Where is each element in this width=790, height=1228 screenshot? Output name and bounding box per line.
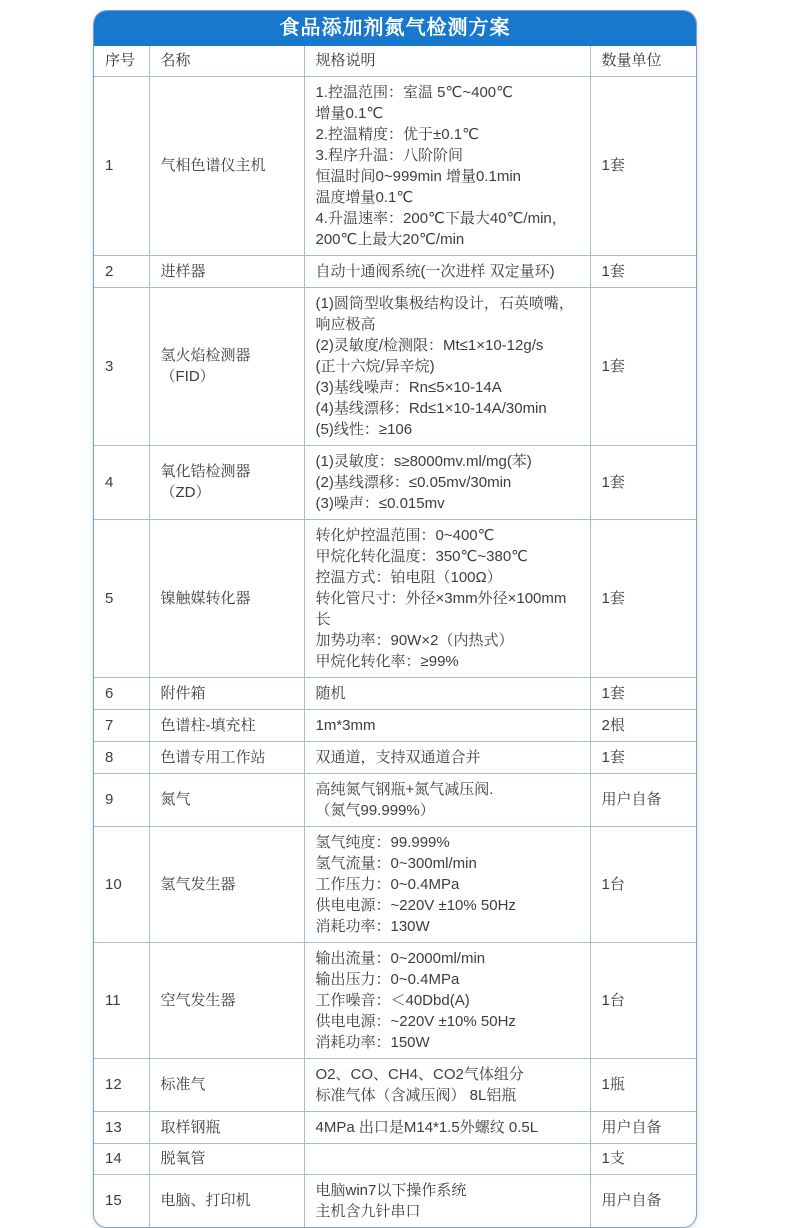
spec-line: 主机含九针串口 <box>315 1202 421 1220</box>
table-row <box>94 709 696 741</box>
spec-line: (4)基线漂移：Rd≤1×10-14A/30min <box>315 399 547 417</box>
item-name: 取样钢瓶 <box>149 1111 304 1143</box>
spec-line: 3.程序升温：八阶阶间 <box>315 146 464 164</box>
spec-line: 响应极高 <box>315 315 376 333</box>
row-number: 3 <box>94 287 149 445</box>
spec-line: 标准气体（含减压阀） 8L铝瓶 <box>315 1086 517 1104</box>
item-quantity: 1套 <box>590 76 696 255</box>
table-row <box>94 445 696 519</box>
spec-line: (3)噪声：≤0.015mv <box>315 494 445 512</box>
item-spec <box>304 255 590 287</box>
item-quantity: 1台 <box>590 942 696 1058</box>
item-spec <box>304 1143 590 1174</box>
item-name: 色谱专用工作站 <box>149 741 304 773</box>
spec-line: 转化炉控温范围：0~400℃ <box>315 526 495 544</box>
item-spec <box>304 519 590 677</box>
row-number: 15 <box>94 1174 149 1227</box>
spec-line: 4MPa 出口是M14*1.5外螺纹 0.5L <box>315 1118 539 1136</box>
spec-line: 氢气流量：0~300ml/min <box>315 854 477 872</box>
table-row <box>94 741 696 773</box>
spec-line: (1)圆筒型收集极结构设计，石英喷嘴， <box>315 294 574 312</box>
item-spec <box>304 773 590 826</box>
spec-line: (正十六烷/异辛烷) <box>315 357 435 375</box>
spec-line: (5)线性：≥106 <box>315 420 413 438</box>
item-name: 氢气发生器 <box>149 826 304 942</box>
row-number: 12 <box>94 1058 149 1111</box>
spec-line: 随机 <box>315 684 346 702</box>
spec-line: 消耗功率：130W <box>315 917 430 935</box>
spec-line: (2)基线漂移：≤0.05mv/30min <box>315 473 512 491</box>
header-spec: 规格说明 <box>304 46 590 76</box>
spec-line: 工作噪音：＜40Dbd(A) <box>315 991 470 1009</box>
item-name: 氧化锆检测器（ZD） <box>149 445 304 519</box>
spec-line: 增量0.1℃ <box>315 104 384 122</box>
item-name: 镍触媒转化器 <box>149 519 304 677</box>
table-row <box>94 826 696 942</box>
item-quantity: 1套 <box>590 445 696 519</box>
item-name: 空气发生器 <box>149 942 304 1058</box>
item-name: 附件箱 <box>149 677 304 709</box>
spec-table-body <box>94 76 696 1227</box>
spec-card <box>93 10 697 1228</box>
table-row <box>94 773 696 826</box>
table-row <box>94 76 696 255</box>
item-quantity: 1套 <box>590 287 696 445</box>
spec-line: 氢气纯度：99.999% <box>315 833 450 851</box>
spec-line: 甲烷化转化率：≥99% <box>315 652 459 670</box>
item-quantity: 用户自备 <box>590 1174 696 1227</box>
spec-line: (2)灵敏度/检测限：Mt≤1×10-12g/s <box>315 336 544 354</box>
table-header-row <box>94 46 696 76</box>
spec-line: 1m*3mm <box>315 716 376 734</box>
spec-table <box>94 46 696 1227</box>
item-quantity: 1台 <box>590 826 696 942</box>
header-name: 名称 <box>149 46 304 76</box>
header-index: 序号 <box>94 46 149 76</box>
spec-line: (3)基线噪声：Rn≤5×10-14A <box>315 378 502 396</box>
row-number: 2 <box>94 255 149 287</box>
spec-line: 200℃上最大20℃/min <box>315 230 465 248</box>
header-quantity: 数量单位 <box>590 46 696 76</box>
row-number: 9 <box>94 773 149 826</box>
page-title: 食品添加剂氮气检测方案 <box>94 11 696 46</box>
spec-line: 加势功率：90W×2（内热式） <box>315 631 514 649</box>
table-row <box>94 255 696 287</box>
item-name: 进样器 <box>149 255 304 287</box>
spec-line: 温度增量0.1℃ <box>315 188 414 206</box>
spec-line: 恒温时间0~999min 增量0.1min <box>315 167 521 185</box>
item-spec <box>304 942 590 1058</box>
row-number: 14 <box>94 1143 149 1174</box>
spec-line: (1)灵敏度：s≥8000mv.ml/mg(苯) <box>315 452 532 470</box>
spec-line: 1.控温范围：室温 5℃~400℃ <box>315 83 513 101</box>
row-number: 5 <box>94 519 149 677</box>
row-number: 13 <box>94 1111 149 1143</box>
item-spec <box>304 826 590 942</box>
item-name: 氮气 <box>149 773 304 826</box>
spec-line: 供电电源：~220V ±10% 50Hz <box>315 896 516 914</box>
item-name: 色谱柱-填充柱 <box>149 709 304 741</box>
table-row <box>94 1111 696 1143</box>
item-name: 氢火焰检测器（FID） <box>149 287 304 445</box>
table-row <box>94 1174 696 1227</box>
item-quantity: 用户自备 <box>590 773 696 826</box>
item-quantity: 2根 <box>590 709 696 741</box>
spec-line: （氮气99.999%） <box>315 801 435 819</box>
item-name: 脱氧管 <box>149 1143 304 1174</box>
spec-line: 电脑win7以下操作系统 <box>315 1181 467 1199</box>
item-name: 电脑、打印机 <box>149 1174 304 1227</box>
row-number: 11 <box>94 942 149 1058</box>
item-quantity: 1套 <box>590 519 696 677</box>
spec-line: 自动十通阀系统(一次进样 双定量环) <box>315 262 555 280</box>
item-quantity: 1套 <box>590 677 696 709</box>
item-spec <box>304 1111 590 1143</box>
row-number: 7 <box>94 709 149 741</box>
item-quantity: 用户自备 <box>590 1111 696 1143</box>
item-spec <box>304 677 590 709</box>
table-row <box>94 287 696 445</box>
table-row <box>94 1058 696 1111</box>
item-spec <box>304 1174 590 1227</box>
spec-line: 供电电源：~220V ±10% 50Hz <box>315 1012 516 1030</box>
spec-line: 转化管尺寸：外径×3mm外径×100mm长 <box>315 589 567 628</box>
row-number: 8 <box>94 741 149 773</box>
item-quantity: 1瓶 <box>590 1058 696 1111</box>
table-row <box>94 519 696 677</box>
table-row <box>94 1143 696 1174</box>
spec-line: O2、CO、CH4、CO2气体组分 <box>315 1065 524 1083</box>
spec-line: 输出压力：0~0.4MPa <box>315 970 460 988</box>
table-row <box>94 677 696 709</box>
item-spec <box>304 76 590 255</box>
row-number: 6 <box>94 677 149 709</box>
item-spec <box>304 741 590 773</box>
row-number: 4 <box>94 445 149 519</box>
spec-line: 工作压力：0~0.4MPa <box>315 875 460 893</box>
item-spec <box>304 287 590 445</box>
spec-line: 控温方式：铂电阻（100Ω） <box>315 568 502 586</box>
spec-line: 双通道，支持双通道合并 <box>315 748 481 766</box>
spec-line: 消耗功率：150W <box>315 1033 430 1051</box>
item-quantity: 1支 <box>590 1143 696 1174</box>
spec-line: 甲烷化转化温度：350℃~380℃ <box>315 547 529 565</box>
item-quantity: 1套 <box>590 255 696 287</box>
item-spec <box>304 1058 590 1111</box>
item-spec <box>304 445 590 519</box>
item-name: 气相色谱仪主机 <box>149 76 304 255</box>
item-spec <box>304 709 590 741</box>
spec-line: 4.升温速率：200℃下最大40℃/min， <box>315 209 567 227</box>
row-number: 10 <box>94 826 149 942</box>
spec-line: 2.控温精度：优于±0.1℃ <box>315 125 479 143</box>
item-quantity: 1套 <box>590 741 696 773</box>
row-number: 1 <box>94 76 149 255</box>
table-row <box>94 942 696 1058</box>
item-name: 标准气 <box>149 1058 304 1111</box>
spec-line: 高纯氮气钢瓶+氮气减压阀. <box>315 780 494 798</box>
spec-line: 输出流量：0~2000ml/min <box>315 949 486 967</box>
